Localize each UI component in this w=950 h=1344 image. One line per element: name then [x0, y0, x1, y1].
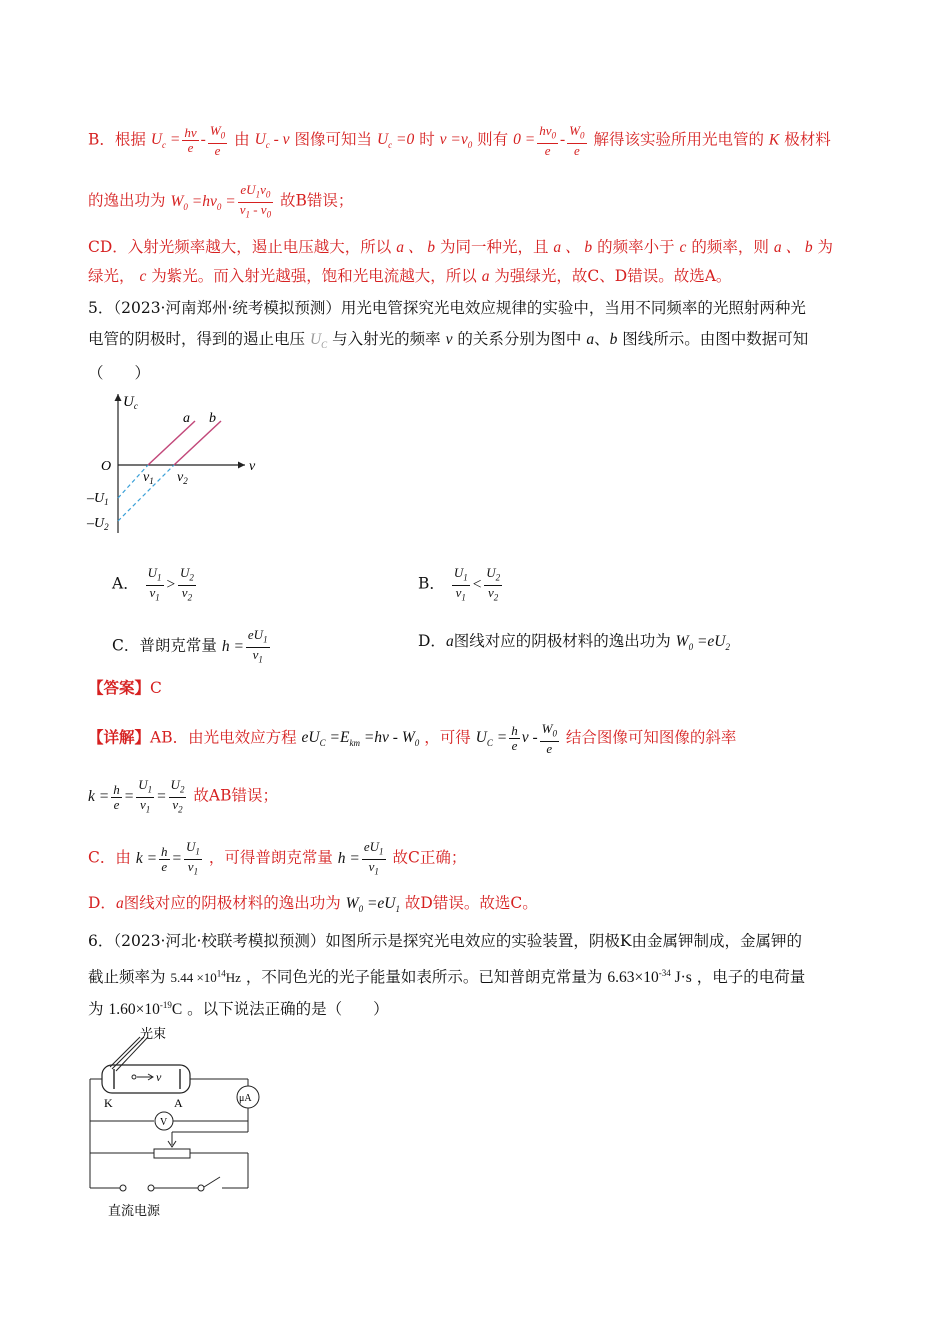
q5-line1: 5．（2023·河南郑州·统考模拟预测）用光电管探究光电效应规律的实验中，当用不同频率的光照射两种光: [88, 299, 806, 317]
text: 解得该实验所用光电管的: [593, 130, 764, 149]
photocell-tube: [102, 1065, 190, 1093]
light-beam-line: [110, 1037, 140, 1067]
label-nu: ν: [249, 459, 256, 474]
q6-line2: [88, 962, 805, 989]
formula: a 、 b: [773, 239, 813, 256]
q5-line3: （ ）: [88, 364, 151, 382]
label-a: a: [183, 411, 190, 426]
option-a[interactable]: [112, 566, 198, 604]
text: C: [150, 679, 162, 697]
text: 故B错误；: [280, 191, 354, 210]
label-b: b: [209, 411, 216, 426]
answer: [88, 677, 162, 699]
formula: a 、 b: [396, 239, 435, 256]
text: C．普朗克常量: [112, 636, 217, 655]
label-nu2: $\nu_2$: [177, 470, 188, 486]
label-uc: $U_c$: [123, 394, 138, 411]
label-microammeter: μA: [239, 1093, 252, 1104]
rheostat-icon: [154, 1149, 190, 1158]
para-cd-line2: [88, 265, 731, 288]
formula: $\frac{U_1}{\nu_1}$ < $\frac{U_2}{\nu_2}$: [453, 565, 501, 603]
text: 【答案】: [88, 678, 151, 697]
label-beam: 光束: [140, 1026, 167, 1041]
light-beam-line: [112, 1037, 144, 1069]
text: 故D错误。故选C。: [404, 894, 538, 912]
text: 为紫光。而入射光越强，饱和光电流越大，所以: [151, 267, 477, 285]
q6-line1: 6．（2023·河北·校联考模拟预测）如图所示是探究光电效应的实验装置，阴极K由金属钾制成，金属钾的: [88, 932, 802, 950]
text: 、: [594, 330, 610, 348]
light-beam-line: [116, 1037, 148, 1071]
detail-line2: [88, 778, 278, 816]
text: 。以下说法正确的是（ ）: [187, 1000, 389, 1019]
formula: $1.60\times 10^{-19}C$: [108, 1000, 183, 1019]
electron-icon: [132, 1075, 136, 1079]
text: D．: [418, 632, 446, 650]
detail-d: [88, 892, 538, 920]
formula: a: [481, 268, 490, 285]
detail-line1: [88, 722, 736, 756]
label-voltmeter: V: [160, 1117, 168, 1128]
text: 的频率，则: [691, 238, 769, 256]
formula: ν: [445, 331, 453, 348]
text: 截止频率为: [88, 968, 166, 987]
switch-terminal-icon: [198, 1185, 204, 1191]
text: 的频率小于: [597, 238, 675, 256]
text: ，电子的电荷量: [696, 968, 806, 987]
text: 极材料: [784, 130, 831, 149]
text: 由: [234, 130, 250, 149]
formula-uc: $U_c$ = $\frac{h\nu}{e}$ - $\frac{W_0}{e}$: [150, 123, 226, 158]
text: AB．由光电效应方程: [150, 728, 297, 747]
formula: $\frac{U_1}{\nu_1}$ > $\frac{U_2}{\nu_2}$: [147, 565, 194, 603]
formula: $W_0 =h\nu_0$ = $\frac{eU_1\nu_0}{\nu_1 - \nu_0}$: [170, 182, 272, 220]
line-b: [174, 421, 221, 465]
para-cd-line1: [88, 236, 833, 259]
label-nu1: $\nu_1$: [143, 470, 154, 486]
line-a: [148, 421, 195, 465]
text: 的关系分别为图中: [457, 330, 582, 348]
formula: c: [679, 239, 687, 256]
formula: 0 = $\frac{h\nu_0}{e}$ - $\frac{W_0}{e}$: [513, 123, 585, 158]
text: 与入射光的频率: [332, 330, 441, 348]
text: a: [115, 895, 124, 912]
text: b: [609, 331, 618, 348]
text: 绿光，: [88, 267, 135, 285]
photoelectric-circuit: [82, 1025, 282, 1225]
detail-c: [88, 840, 466, 878]
label-minus-u1: $-U_1$: [87, 491, 109, 507]
text: 为: [817, 238, 834, 256]
label-power-source: 直流电源: [108, 1203, 161, 1218]
text: a: [445, 633, 454, 650]
switch-icon: [204, 1177, 220, 1187]
formula: $U_c =0$: [376, 131, 415, 151]
option-c[interactable]: [112, 628, 272, 666]
text: ，可得: [424, 728, 471, 747]
formula: $6.63\times 10^{-34}$ J·s: [607, 968, 692, 987]
formula: h = $\frac{eU_1}{\nu_1}$: [221, 627, 268, 665]
para-b-line1: [88, 124, 831, 158]
formula: c: [139, 268, 147, 285]
terminal-icon: [148, 1185, 154, 1191]
formula: K: [768, 131, 780, 149]
text: 的逸出功为: [88, 191, 166, 210]
formula: $eU_C =E_{km} =h\nu - W_0$: [301, 729, 420, 749]
text: 为: [88, 1000, 104, 1019]
text: 故AB错误；: [193, 786, 278, 805]
formula: $W_0 =eU_1$: [345, 895, 400, 915]
formula: $U_c$ - ν: [254, 131, 290, 151]
text: 故C正确；: [392, 848, 467, 867]
formula: a 、 b: [553, 239, 593, 256]
formula: $\nu =\nu_0$: [439, 131, 473, 151]
label-minus-u2: $-U_2$: [87, 516, 109, 532]
text: 时: [419, 130, 435, 149]
para-b-line2: [88, 183, 353, 221]
text: C．由: [88, 848, 131, 867]
text: 为强绿光，故C、D错误。故选A。: [494, 267, 732, 285]
label-origin: O: [101, 459, 112, 474]
formula: $U_C$: [309, 331, 328, 351]
option-d[interactable]: [418, 630, 730, 658]
formula: $W_0 =eU_2$: [675, 633, 730, 653]
text: ，不同色光的光子能量如表所示。已知普朗克常量为: [245, 968, 603, 987]
text: a: [586, 331, 595, 348]
formula: h = $\frac{eU_1}{\nu_1}$: [337, 839, 384, 877]
text: 电管的阴极时，得到的遏止电压: [88, 330, 306, 348]
formula: k = $\frac{h}{e}$ = $\frac{U_1}{\nu_1}$ = $\frac{U_2}{\nu_2}$: [88, 777, 185, 815]
formula: k = $\frac{h}{e}$ = $\frac{U_1}{\nu_1}$: [135, 839, 200, 877]
formula: $5.44 \times 10^{14}Hz$: [170, 968, 241, 986]
text: D．: [88, 894, 116, 912]
uc-nu-graph: [85, 388, 275, 538]
label-k: K: [104, 1096, 113, 1110]
text: 为同一种光，且: [439, 238, 549, 256]
label-v: v: [156, 1070, 162, 1084]
label-a: A: [174, 1096, 183, 1110]
text: B．: [418, 574, 445, 593]
q6-line3: [88, 994, 389, 1021]
text: CD．入射光频率越大，遏止电压越大，所以: [88, 238, 392, 256]
text: B．根据: [88, 130, 146, 149]
text: 图像可知当: [294, 130, 373, 149]
text: 图线对应的阴极材料的逸出功为: [123, 894, 341, 912]
text: 图线所示。由图中数据可知: [622, 330, 809, 348]
text: ，可得普朗克常量: [208, 848, 333, 867]
terminal-icon: [120, 1185, 126, 1191]
text: 则有: [477, 130, 509, 149]
text: 结合图像可知图像的斜率: [565, 728, 737, 747]
q5-line2: [88, 328, 808, 356]
option-b[interactable]: [418, 566, 504, 604]
text: A．: [112, 574, 139, 593]
text: 【详解】: [88, 727, 151, 747]
formula: $U_C$ = $\frac{h}{e}$ ν - $\frac{W_0}{e}$: [475, 721, 557, 756]
text: 图线对应的阴极材料的逸出功为: [453, 632, 671, 650]
